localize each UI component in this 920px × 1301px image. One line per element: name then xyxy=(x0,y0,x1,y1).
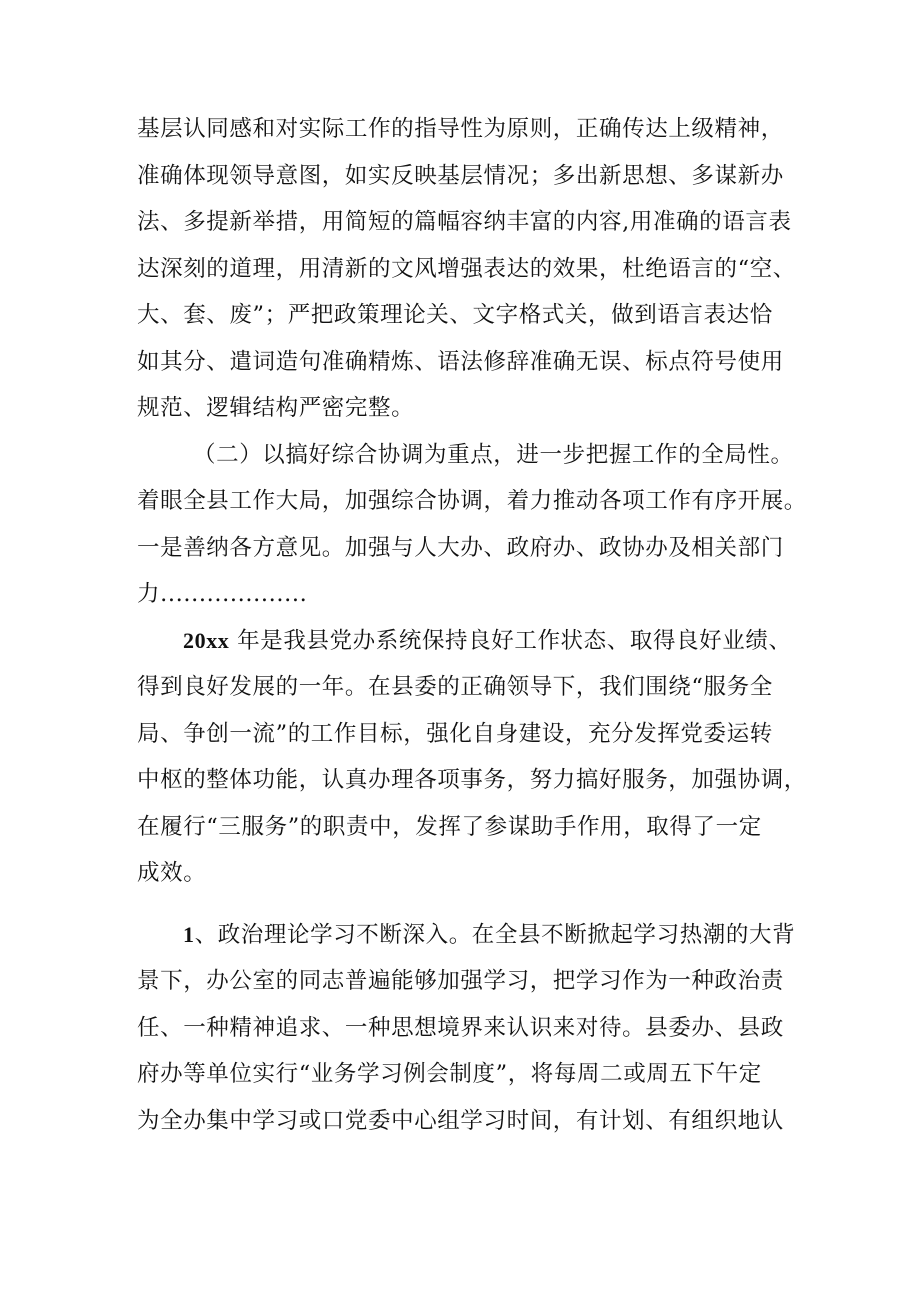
document-body xyxy=(137,106,807,1144)
text-fragment: 、政治理论学习不断深入。在全县不断掀起学习热潮的大背 xyxy=(194,921,796,948)
text-line: 局、争创一流”的工作目标，强化自身建设，充分发挥党委运转 xyxy=(137,720,773,747)
text-line: 达深刻的道理，用清新的文风增强表达的效果，杜绝语言的“空、 xyxy=(137,255,796,282)
text-line: 如其分、遣词造句准确精炼、语法修辞准确无误、标点符号使用 xyxy=(137,348,784,375)
text-line xyxy=(137,912,807,959)
text-line: 法、多提新举措，用简短的篇幅容纳丰富的内容,用准确的语言表 xyxy=(137,209,792,235)
paragraph-writing-standards xyxy=(137,106,807,432)
text-line: 景下，办公室的同志普遍能够加强学习，把学习作为一种政治责 xyxy=(137,968,784,994)
paragraph-annual-summary xyxy=(137,618,807,897)
text-line xyxy=(137,618,807,665)
text-line: 成效。 xyxy=(137,860,207,886)
text-line: 府办等单位实行“业务学习例会制度”，将每周二或周五下午定 xyxy=(137,1061,762,1087)
text-line: 着眼全县工作大局，加强综合协调，着力推动各项工作有序开展。 xyxy=(137,488,807,514)
text-line: 任、一种精神追求、一种思想境界来认识来对待。县委办、县政 xyxy=(137,1014,784,1041)
year-number: 20xx xyxy=(183,627,230,653)
text-line: 在履行“三服务”的职责中，发挥了参谋助手作用，取得了一定 xyxy=(137,813,762,840)
paragraph-theory-study xyxy=(137,912,807,1145)
item-number: 1 xyxy=(183,921,195,947)
text-line: 规范、逻辑结构严密完整。 xyxy=(137,395,415,421)
text-line: 一是善纳各方意见。加强与人大办、政府办、政协办及相关部门 xyxy=(137,534,784,561)
text-line: 为全办集中学习或口党委中心组学习时间，有计划、有组织地认 xyxy=(137,1107,784,1134)
truncated-line: 力................... xyxy=(137,581,308,607)
text-line: 基层认同感和对实际工作的指导性为原则，正确传达上级精神， xyxy=(137,116,784,142)
text-line: 得到良好发展的一年。在县委的正确领导下，我们围绕“服务全 xyxy=(137,674,773,700)
text-fragment: 年是我县党办系统保持良好工作状态、取得良好业绩、 xyxy=(229,627,792,654)
text-line: 大、套、废”；严把政策理论关、文字格式关，做到语言表达恰 xyxy=(137,302,773,328)
paragraph-coordination xyxy=(137,432,807,618)
paragraph-gap xyxy=(137,897,807,912)
text-line: 中枢的整体功能，认真办理各项事务，努力搞好服务，加强协调， xyxy=(137,767,807,793)
section-heading-line: （二）以搞好综合协调为重点，进一步把握工作的全局性。 xyxy=(193,441,794,468)
text-line: 准确体现领导意图，如实反映基层情况；多出新思想、多谋新办 xyxy=(137,162,784,189)
